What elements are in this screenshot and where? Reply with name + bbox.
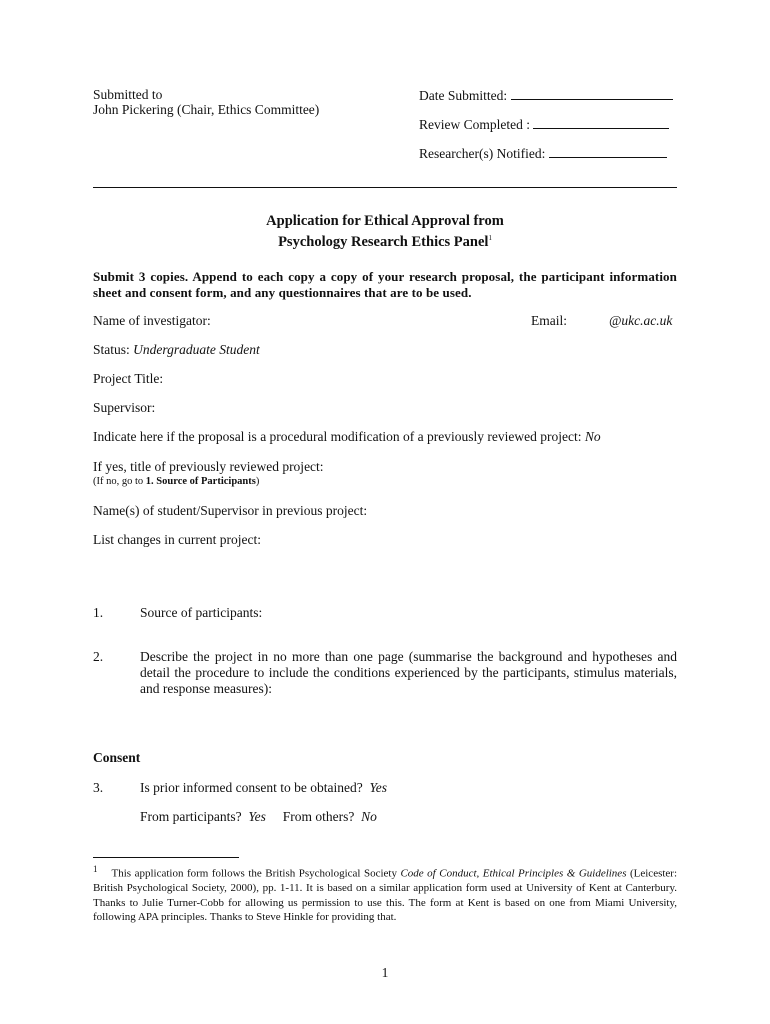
q1-text: Source of participants: bbox=[140, 605, 263, 620]
submitted-to-label: Submitted to bbox=[93, 87, 163, 102]
date-submitted-label: Date Submitted: bbox=[419, 88, 508, 103]
date-submitted-field[interactable] bbox=[419, 87, 673, 104]
prev-title-label: If yes, title of previously reviewed project: bbox=[93, 459, 324, 474]
q1-number: 1. bbox=[93, 605, 104, 620]
from-others-label: From others? bbox=[282, 809, 355, 824]
from-others-value: No bbox=[361, 809, 377, 824]
q2-number: 2. bbox=[93, 649, 104, 664]
prev-names-label: Name(s) of student/Supervisor in previous project: bbox=[93, 503, 368, 518]
review-completed-label: Review Completed : bbox=[419, 117, 530, 132]
q3-text: Is prior informed consent to be obtained? bbox=[140, 780, 363, 795]
email-domain: @ukc.ac.uk bbox=[609, 313, 673, 328]
q3-value: Yes bbox=[369, 780, 387, 795]
researchers-notified-label: Researcher(s) Notified: bbox=[419, 146, 546, 161]
footnote-text-b: (Leicester: British Psychological Society, 2000), pp. 1-11. It is based on a similar application form used at University of Kent at Canterbury. Thanks to Julie Turner-Cobb for allowing us permission to use this. The form at Kent is based on one from Miami University, following APA principles. Thanks to Steve Hinkle for providing that. bbox=[93, 867, 678, 924]
review-completed-blank[interactable] bbox=[533, 116, 669, 129]
form-title-line2 bbox=[0, 230, 770, 251]
review-completed-field[interactable] bbox=[419, 116, 669, 133]
footnote bbox=[93, 862, 677, 925]
footnote-mark: 1 bbox=[93, 864, 98, 874]
status-label: Status: bbox=[93, 342, 130, 357]
prev-note-suffix: ) bbox=[255, 476, 260, 487]
q3-number: 3. bbox=[93, 780, 104, 795]
consent-sources-row bbox=[140, 809, 377, 825]
supervisor-label: Supervisor: bbox=[93, 400, 156, 415]
q3-row bbox=[140, 780, 387, 796]
header-divider bbox=[93, 187, 677, 188]
researchers-notified-field[interactable] bbox=[419, 145, 667, 162]
modification-row bbox=[93, 429, 601, 445]
modification-label: Indicate here if the proposal is a procedural modification of a previously reviewed project: bbox=[93, 429, 582, 444]
form-title-text: Psychology Research Ethics Panel bbox=[278, 233, 489, 250]
footnote-text-italic: Code of Conduct, Ethical Principles & Guidelines bbox=[400, 867, 627, 880]
title-footnote-ref[interactable]: 1 bbox=[488, 234, 492, 242]
from-participants-label: From participants? bbox=[140, 809, 242, 824]
submission-instructions: Submit 3 copies. Append to each copy a copy of your research proposal, the participant information sheet and consent form, and any questionnaires that are to be used. bbox=[93, 269, 677, 300]
email-label: Email: bbox=[531, 313, 567, 328]
status-value: Undergraduate Student bbox=[133, 342, 260, 357]
footnote-divider bbox=[93, 857, 239, 858]
investigator-label: Name of investigator: bbox=[93, 313, 211, 328]
page-number: 1 bbox=[381, 965, 389, 980]
prev-note-prefix: (If no, go to bbox=[93, 476, 146, 487]
footnote-text-a: This application form follows the British Psychological Society bbox=[111, 867, 401, 880]
changes-label: List changes in current project: bbox=[93, 532, 261, 547]
project-title-label: Project Title: bbox=[93, 371, 164, 386]
q2-text: Describe the project in no more than one page (summarise the background and hypotheses and detail the procedure to include the conditions experienced by the participants, stimulus materials, and response measures): bbox=[140, 649, 677, 696]
modification-value: No bbox=[584, 429, 601, 444]
consent-heading: Consent bbox=[93, 750, 141, 765]
from-participants-value: Yes bbox=[248, 809, 266, 824]
date-submitted-blank[interactable] bbox=[511, 87, 673, 100]
prev-note bbox=[93, 474, 259, 490]
prev-note-link: 1. Source of Participants bbox=[145, 476, 256, 487]
form-title-line1: Application for Ethical Approval from bbox=[266, 213, 504, 229]
submitted-to-value: John Pickering (Chair, Ethics Committee) bbox=[93, 102, 320, 117]
researchers-notified-blank[interactable] bbox=[549, 145, 667, 158]
status-row bbox=[93, 342, 260, 358]
